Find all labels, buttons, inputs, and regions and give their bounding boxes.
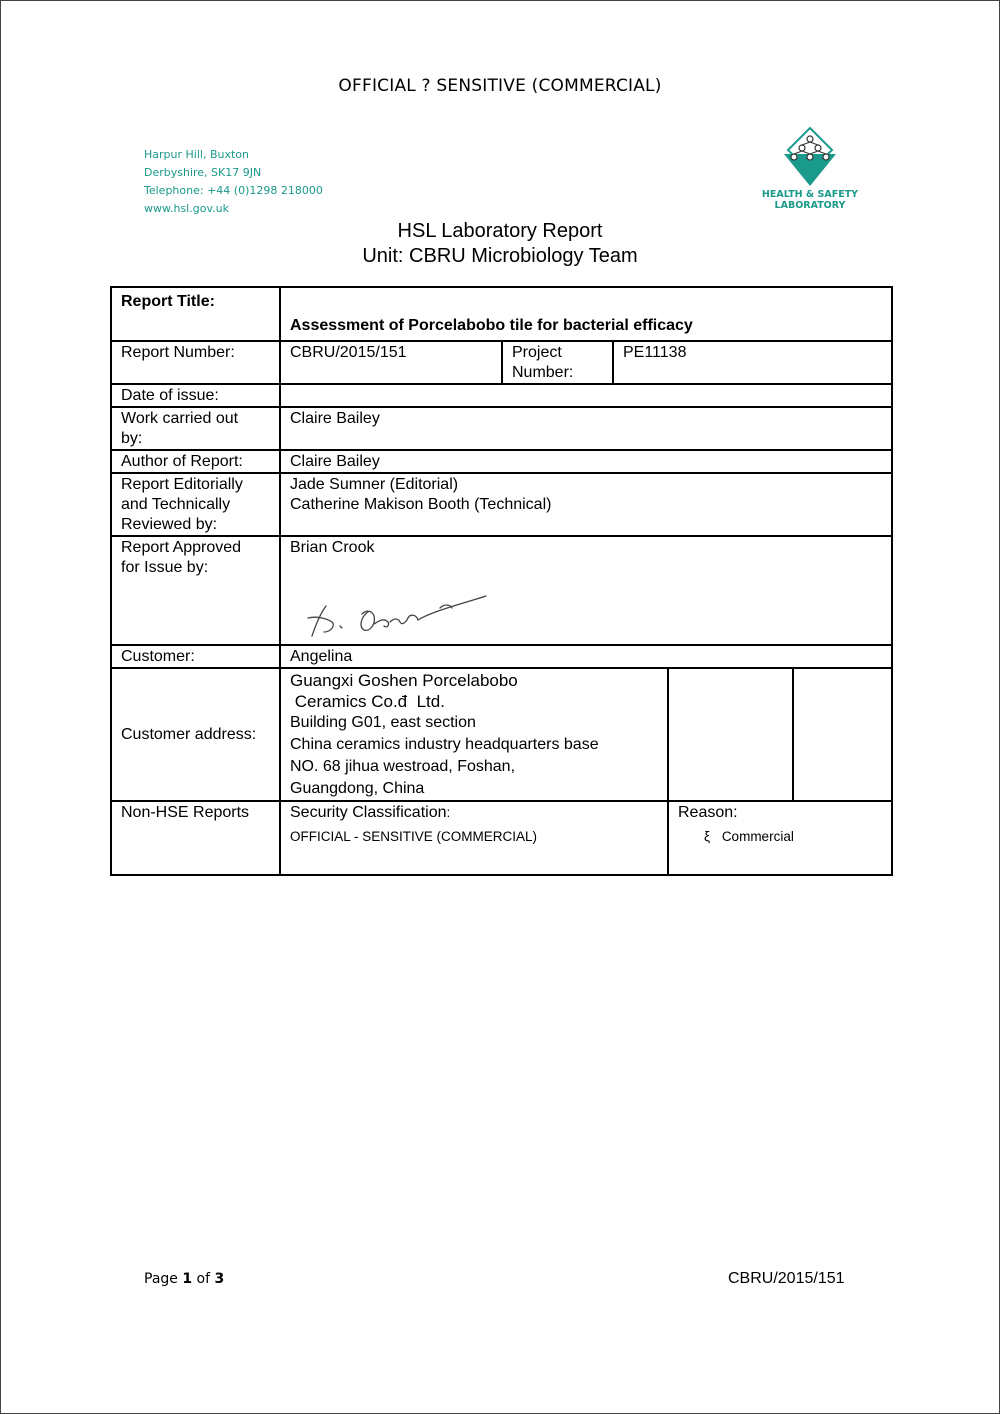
security-classification-cell: [280, 801, 668, 875]
table-row: [111, 384, 892, 407]
label-line: and Technically: [121, 496, 231, 513]
customer-label: Customer:: [111, 645, 280, 668]
label-line: Report Approved: [121, 539, 242, 556]
customer-address-value: [280, 668, 668, 801]
address-line: Telephone: +44 (0)1298 218000: [144, 184, 323, 197]
page-prefix: Page: [144, 1271, 183, 1287]
label-line: Report Editorially: [121, 476, 243, 493]
page-current: 1: [182, 1271, 193, 1287]
logo-text-line: LABORATORY: [774, 200, 846, 211]
reason-item: [678, 827, 882, 847]
author-label: Author of Report:: [111, 450, 280, 473]
address-line: Ceramics Co.đ Ltd.: [290, 692, 445, 711]
label-line: Reviewed by:: [121, 516, 218, 533]
label-line: Work carried out: [121, 410, 239, 427]
project-number-value: PE11138: [613, 341, 892, 384]
signature-icon: [290, 574, 500, 644]
non-hse-label: Non-HSE Reports: [111, 801, 280, 875]
address-line: Building G01, east section: [290, 714, 476, 731]
table-row: [111, 341, 892, 384]
website-link[interactable]: www.hsl.gov.uk: [144, 202, 229, 215]
table-row: [111, 801, 892, 875]
author-value: Claire Bailey: [280, 450, 892, 473]
address-line: Guangdong, China: [290, 780, 425, 797]
approved-by-label: [111, 536, 280, 645]
report-title-value: Assessment of Porcelabobo tile for bacterial efficacy: [280, 287, 892, 341]
approved-by-value: [280, 536, 892, 645]
table-row: [111, 536, 892, 645]
empty-cell: [793, 668, 892, 801]
logo-text: [750, 189, 870, 211]
table-row: [111, 287, 892, 341]
report-number-value: CBRU/2015/151: [280, 341, 502, 384]
address-line: Guangxi Goshen Porcelabobo: [290, 671, 518, 690]
security-classification-label: [290, 803, 658, 823]
work-carried-out-label: [111, 407, 280, 450]
table-row: [111, 450, 892, 473]
document-reference: CBRU/2015/151: [728, 1270, 845, 1287]
date-of-issue-value: [280, 384, 892, 407]
security-label-colon: :: [446, 805, 451, 820]
label-line: Number:: [512, 364, 574, 381]
reviewer-technical: Catherine Makison Booth (Technical): [290, 496, 552, 513]
reviewed-by-label: [111, 473, 280, 536]
bullet-icon: ξ: [704, 829, 711, 844]
security-classification-value: OFFICIAL - SENSITIVE (COMMERCIAL): [290, 829, 538, 844]
logo-text-line: HEALTH & SAFETY: [761, 189, 859, 200]
report-title-label: Report Title:: [111, 287, 280, 341]
address-line: NO. 68 jihua westroad, Foshan,: [290, 758, 516, 775]
address-line: Derbyshire, SK17 9JN: [144, 166, 262, 179]
table-row: [111, 668, 892, 801]
empty-cell: [668, 668, 793, 801]
classification-header: OFFICIAL ? SENSITIVE (COMMERCIAL): [338, 76, 662, 96]
reviewer-editorial: Jade Sumner (Editorial): [290, 476, 459, 493]
label-line: Project: [512, 344, 562, 361]
table-row: [111, 645, 892, 668]
report-unit: Unit: CBRU Microbiology Team: [362, 245, 638, 267]
approver-name: Brian Crook: [290, 539, 375, 556]
work-carried-out-value: Claire Bailey: [280, 407, 892, 450]
customer-address-label: Customer address:: [111, 668, 280, 801]
project-number-label: [502, 341, 613, 384]
address-line: Harpur Hill, Buxton: [144, 148, 249, 161]
lab-address: [144, 146, 323, 218]
reason-cell: [668, 801, 892, 875]
report-number-label: Report Number:: [111, 341, 280, 384]
reason-label: Reason:: [678, 804, 738, 821]
label-line: by:: [121, 430, 143, 447]
reason-value: Commercial: [721, 829, 794, 844]
table-row: [111, 407, 892, 450]
customer-value: Angelina: [280, 645, 892, 668]
security-label-text: Security Classification: [290, 804, 447, 821]
page-of: of: [192, 1271, 215, 1287]
report-heading: [0, 219, 1000, 269]
date-of-issue-label: Date of issue:: [111, 384, 280, 407]
report-details-table: [110, 286, 893, 876]
page-total: 3: [214, 1271, 225, 1287]
page-number: [144, 1271, 224, 1287]
report-type: HSL Laboratory Report: [397, 220, 603, 242]
table-row: [111, 473, 892, 536]
address-line: China ceramics industry headquarters base: [290, 736, 599, 753]
label-line: for Issue by:: [121, 559, 209, 576]
reviewed-by-value: [280, 473, 892, 536]
